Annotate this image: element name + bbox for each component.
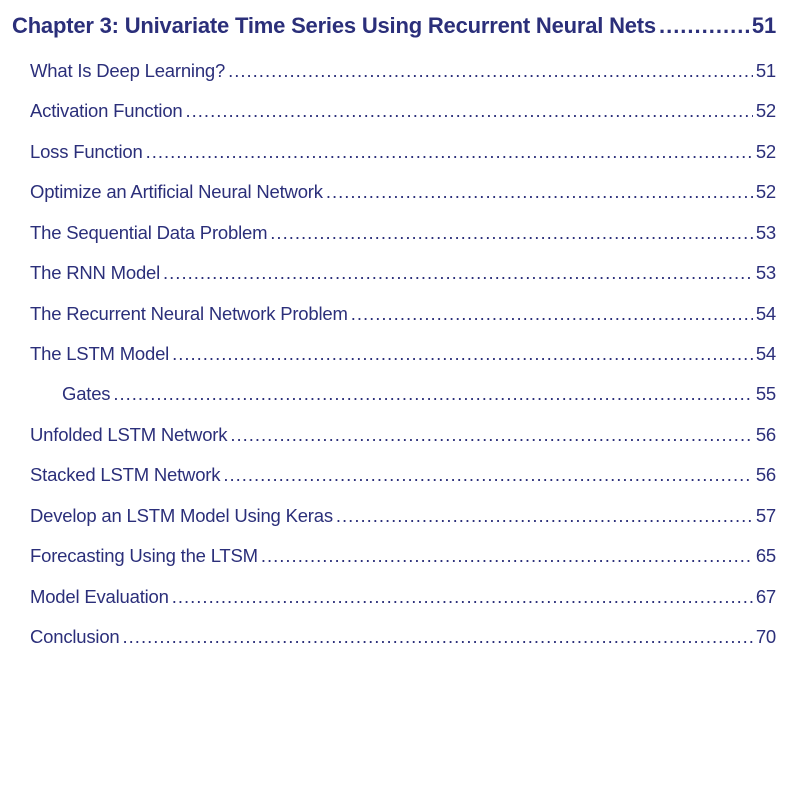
entry-title: The LSTM Model: [30, 343, 170, 364]
entry-page-number: 56: [755, 464, 776, 485]
toc-entry[interactable]: [30, 141, 776, 163]
dot-leader: [336, 505, 753, 527]
chapter-title: Chapter 3: Univariate Time Series Using Recurrent Neural Nets: [12, 13, 656, 38]
entry-page-number: 70: [755, 626, 776, 647]
entry-page-number: 65: [755, 545, 776, 566]
entry-title: Activation Function: [30, 100, 183, 121]
toc-entry[interactable]: [30, 343, 776, 365]
entry-page-number: 53: [755, 222, 776, 243]
entry-page-number: 55: [755, 383, 776, 404]
toc-entry[interactable]: [30, 181, 776, 203]
entry-title: Stacked LSTM Network: [30, 464, 221, 485]
toc-entry[interactable]: [30, 424, 776, 446]
entry-page-number: 51: [755, 60, 776, 81]
toc-entry[interactable]: [30, 626, 776, 648]
entry-title: Gates: [62, 383, 111, 404]
toc-entry[interactable]: [30, 222, 776, 244]
entry-title: The Recurrent Neural Network Problem: [30, 303, 348, 324]
toc-entry[interactable]: [30, 586, 776, 608]
entry-title: Unfolded LSTM Network: [30, 424, 228, 445]
toc-entry[interactable]: [30, 303, 776, 325]
dot-leader: [172, 586, 753, 608]
dot-leader: [230, 424, 752, 446]
entry-title: What Is Deep Learning?: [30, 60, 226, 81]
entry-page-number: 57: [755, 505, 776, 526]
entry-title: Conclusion: [30, 626, 120, 647]
entry-title: The RNN Model: [30, 262, 161, 283]
dot-leader: [146, 141, 753, 163]
toc-entry[interactable]: [30, 100, 776, 122]
entry-title: Forecasting Using the LTSM: [30, 545, 258, 566]
dot-leader: [351, 303, 753, 325]
dot-leader: [326, 181, 753, 203]
entry-title: Optimize an Artificial Neural Network: [30, 181, 323, 202]
dot-leader: [172, 343, 753, 365]
entry-title: Loss Function: [30, 141, 143, 162]
entry-title: Develop an LSTM Model Using Keras: [30, 505, 333, 526]
toc-entry[interactable]: [30, 545, 776, 567]
dot-leader: [228, 60, 753, 82]
entry-page-number: 52: [755, 181, 776, 202]
entry-title: Model Evaluation: [30, 586, 169, 607]
dot-leader: [113, 383, 752, 405]
entry-page-number: 52: [755, 100, 776, 121]
entry-page-number: 54: [755, 303, 776, 324]
toc-entry[interactable]: [30, 60, 776, 82]
toc-entry[interactable]: [30, 262, 776, 284]
entry-page-number: 54: [755, 343, 776, 364]
entry-title: The Sequential Data Problem: [30, 222, 268, 243]
toc-entry[interactable]: [30, 505, 776, 527]
dot-leader: [186, 100, 753, 122]
toc-entry[interactable]: [30, 464, 776, 486]
dot-leader: [261, 545, 753, 567]
toc-chapter-entry[interactable]: [12, 13, 776, 39]
dot-leader: [659, 13, 749, 39]
dot-leader: [123, 626, 753, 648]
dot-leader: [223, 464, 752, 486]
entry-page-number: 53: [755, 262, 776, 283]
entry-page-number: 67: [755, 586, 776, 607]
dot-leader: [163, 262, 753, 284]
entry-page-number: 52: [755, 141, 776, 162]
chapter-page-number: 51: [751, 13, 776, 38]
toc-subentry[interactable]: [62, 383, 776, 405]
dot-leader: [270, 222, 753, 244]
entry-page-number: 56: [755, 424, 776, 445]
